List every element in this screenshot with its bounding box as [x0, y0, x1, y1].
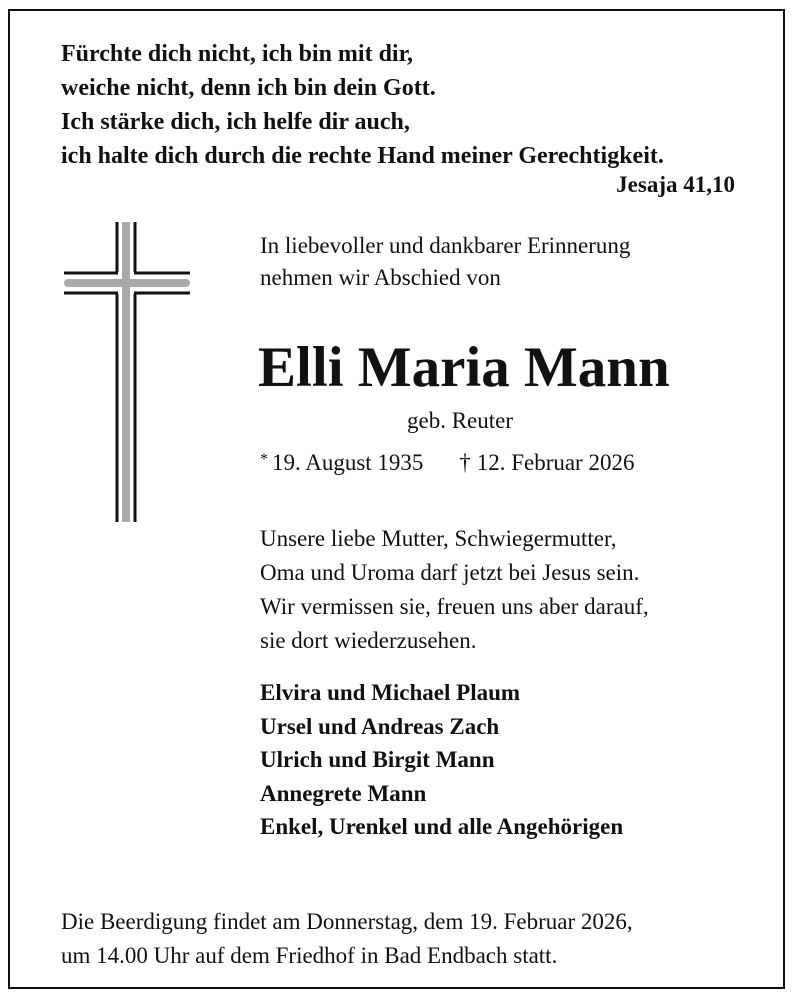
funeral-line: um 14.00 Uhr auf dem Friedhof in Bad Endbach statt.	[61, 943, 558, 968]
cross-icon	[60, 222, 194, 522]
message-line: Unsere liebe Mutter, Schwiegermutter,	[260, 526, 617, 551]
verse-reference: Jesaja 41,10	[616, 172, 735, 197]
message-line: sie dort wiederzusehen.	[260, 628, 477, 653]
verse-line: Fürchte dich nicht, ich bin mit dir,	[61, 41, 414, 67]
life-dates	[260, 444, 634, 479]
intro-line: nehmen wir Abschied von	[260, 265, 501, 290]
birth-star-icon: *	[260, 451, 268, 468]
verse-line: ich halte dich durch die rechte Hand meiner Gerechtigkeit.	[61, 143, 664, 169]
verse-line: weiche nicht, denn ich bin dein Gott.	[61, 75, 436, 101]
mourner-entry: Annegrete Mann	[260, 780, 427, 806]
maiden-name: geb. Reuter	[407, 408, 514, 433]
memorial-message	[260, 522, 649, 658]
dagger-icon: †	[459, 450, 471, 475]
mourner-entry: Enkel, Urenkel und alle Angehörigen	[260, 814, 624, 839]
funeral-line: Die Beerdigung findet am Donnerstag, dem 19. Februar 2026,	[61, 909, 633, 934]
verse-line: Ich stärke dich, ich helfe dir auch,	[61, 109, 410, 135]
funeral-notice	[61, 905, 633, 973]
message-line: Oma und Uroma darf jetzt bei Jesus sein.	[260, 560, 640, 585]
message-line: Wir vermissen sie, freuen uns aber darauf,	[260, 594, 649, 619]
intro-text	[260, 230, 630, 294]
mourners-list	[260, 676, 623, 844]
intro-line: In liebevoller und dankbarer Erinnerung	[260, 233, 631, 258]
death-date: 12. Februar 2026	[476, 450, 635, 475]
death-group	[459, 450, 634, 475]
bible-verse	[61, 37, 741, 173]
birth-date: 19. August 1935	[272, 450, 424, 475]
mourner-entry: Ulrich und Birgit Mann	[260, 747, 495, 772]
deceased-name: Elli Maria Mann	[258, 336, 670, 399]
mourner-entry: Elvira und Michael Plaum	[260, 680, 521, 705]
mourner-entry: Ursel und Andreas Zach	[260, 713, 500, 739]
